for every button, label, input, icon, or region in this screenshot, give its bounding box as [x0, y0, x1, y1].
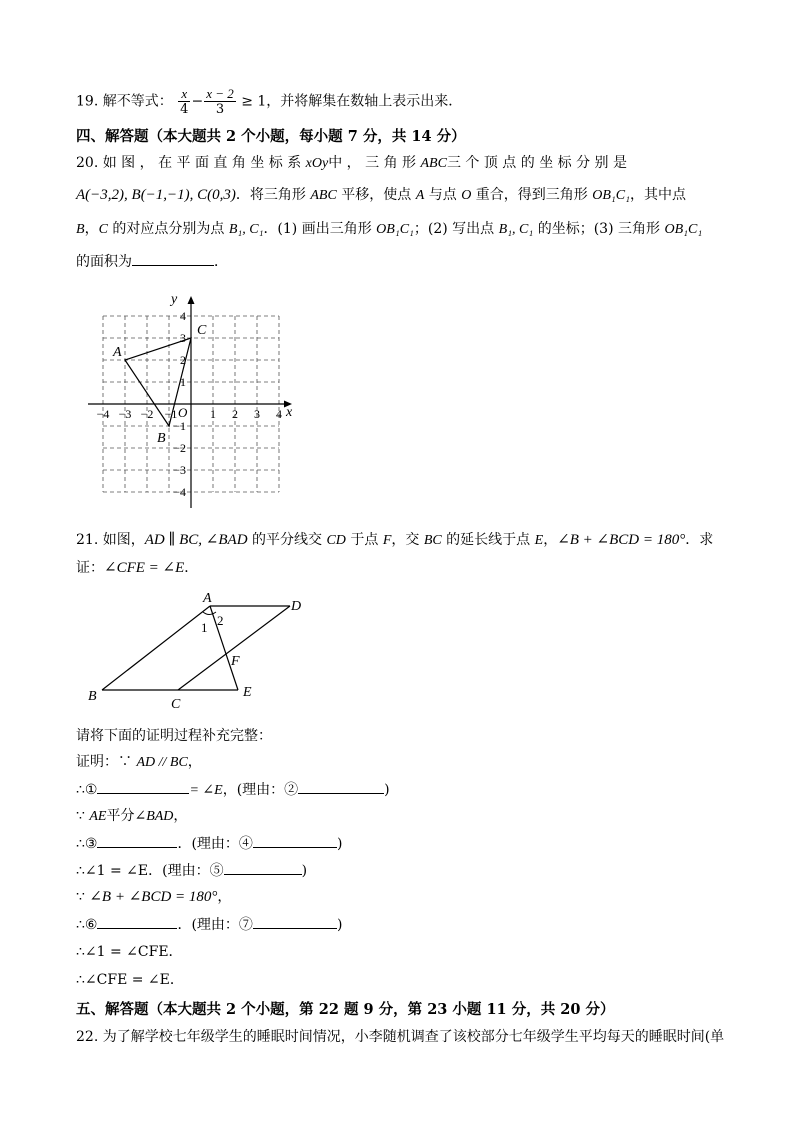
q19-minus: −	[191, 93, 204, 110]
proof-math: ∠BAD	[134, 809, 174, 824]
q21-text: 于点	[345, 532, 383, 548]
q21-line-1	[76, 530, 713, 551]
x-tick-label: 4	[276, 407, 282, 421]
q20-text: 中 ， 三 角 形	[328, 155, 421, 171]
x-tick-labels	[97, 407, 282, 421]
q20-text: ．	[214, 254, 228, 270]
proof-math: ∠B + ∠BCD = 180°	[89, 889, 218, 905]
q21-text: 证：	[76, 560, 104, 576]
q20-text: ．(1) 画出三角形	[263, 221, 377, 237]
vertex-c-label: C	[197, 323, 207, 338]
y-tick-label: −1	[173, 419, 186, 433]
q21-text: ，交	[391, 532, 424, 548]
proof-line-5	[76, 860, 307, 881]
parallelogram-figure	[85, 590, 325, 710]
point-b-label: B	[88, 689, 97, 704]
proof-text: ．(理由：④	[177, 836, 253, 852]
x-tick-label: −1	[164, 407, 178, 421]
angle-1-label: 1	[201, 620, 208, 635]
q20-point: A	[415, 188, 425, 203]
q20-points: B₁, C₁	[228, 222, 264, 237]
blank-1[interactable]	[97, 779, 189, 794]
y-tick-label: −2	[173, 441, 186, 455]
proof-text: ∴⑥	[76, 917, 98, 933]
x-tick-label: −4	[96, 407, 110, 421]
proof-text: 证明：∵	[76, 754, 137, 770]
q19-number: 19.	[76, 93, 99, 110]
x-tick-label: −3	[118, 407, 132, 421]
blank-3[interactable]	[97, 833, 177, 848]
frac2-denominator: 3	[215, 102, 225, 117]
q20-text: 与点	[424, 187, 462, 203]
q21-segment: BC	[423, 533, 442, 548]
y-tick-label: 1	[180, 375, 186, 389]
origin-label: O	[178, 405, 188, 420]
proof-line-9: ∴∠CFE = ∠E．	[76, 972, 184, 988]
x-tick-label: −2	[140, 407, 154, 421]
proof-text: ．(理由：⑦	[177, 917, 253, 933]
proof-text: ，	[217, 889, 232, 905]
proof-line-1	[76, 752, 202, 773]
section-5-title: 五、解答题（本大题共 2 个小题，第 22 题 9 分，第 23 小题 11 分，共 20 分）	[76, 1001, 615, 1018]
point-c-label: C	[171, 697, 181, 710]
q20-line-1	[76, 153, 627, 174]
q20-text: ，	[84, 221, 99, 237]
fraction-x-minus-2-over-3	[204, 86, 236, 117]
q20-coordinates: A(−3,2), B(−1,−1), C(0,3)	[76, 187, 236, 203]
y-tick-label: 2	[180, 353, 186, 367]
x-tick-label: 2	[232, 407, 238, 421]
proof-text: )	[301, 863, 308, 879]
angle-arc	[203, 612, 216, 615]
x-axis-label: x	[286, 405, 293, 420]
q21-line-2	[76, 558, 198, 578]
q21-text: ，	[543, 532, 558, 548]
q19-suffix: ，并将解集在数轴上表示出来．	[266, 93, 463, 110]
q21-equation: ∠B + ∠BCD = 180°	[557, 532, 686, 548]
q20-area-blank[interactable]	[132, 251, 214, 266]
proof-text: ∵	[76, 889, 90, 905]
angle-2-label: 2	[217, 613, 224, 628]
proof-line-3	[76, 806, 187, 827]
x-tick-label: 1	[210, 407, 216, 421]
y-axis-label: y	[171, 292, 178, 307]
proof-text: ∴③	[76, 836, 98, 852]
q21-point: E	[534, 533, 544, 548]
q20-xoy: xOy	[305, 156, 329, 171]
q21-goal: ∠CFE = ∠E	[104, 560, 185, 576]
fraction-x-over-4	[178, 86, 190, 117]
blank-5[interactable]	[224, 860, 302, 875]
y-tick-label: 4	[180, 309, 186, 323]
proof-text: ，(理由：②	[222, 782, 299, 798]
blank-4[interactable]	[253, 833, 337, 848]
proof-text: )	[336, 836, 343, 852]
q20-triangle: OB₁C₁	[664, 222, 703, 237]
q21-text: 21. 如图，	[76, 532, 145, 548]
q20-point: O	[461, 188, 472, 203]
q20-text: 三 个 顶 点 的 坐 标 分 别 是	[446, 155, 627, 171]
proof-text: ∴①	[76, 782, 98, 798]
q20-points: B₁, C₁	[498, 222, 534, 237]
q20-text: 的面积为	[76, 254, 132, 270]
q20-text: ．将三角形	[235, 187, 311, 203]
q21-condition: AD ∥ BC, ∠BAD	[144, 532, 248, 548]
q20-text: 20. 如 图 ， 在 平 面 直 角 坐 标 系	[76, 155, 306, 171]
q20-text: 重合，得到三角形	[471, 187, 593, 203]
proof-text: ∵	[76, 808, 90, 824]
q20-abc: ABC	[310, 188, 337, 203]
point-a-label: A	[203, 591, 212, 606]
q20-text: 的坐标；(3) 三角形	[533, 221, 665, 237]
proof-text: )	[384, 782, 390, 798]
y-axis-arrow	[188, 296, 195, 304]
y-tick-label: 3	[180, 331, 186, 345]
section-4-title: 四、解答题（本大题共 2 个小题，每小题 7 分，共 14 分）	[76, 128, 466, 145]
q20-text: ；(2) 写出点	[413, 221, 499, 237]
proof-math: AE	[89, 809, 107, 824]
q19-prefix: 解不等式：	[102, 93, 173, 110]
q20-line-3	[76, 219, 702, 240]
q22-line-1: 22. 为了解学校七年级学生的睡眠时间情况，小李随机调查了该校部分七年级学生平均每天的睡眠时间(单	[76, 1029, 725, 1045]
point-e-label: E	[243, 685, 252, 700]
q21-text: 的延长线于点	[441, 532, 535, 548]
proof-text: ，	[173, 808, 188, 824]
q20-text: ，其中点	[629, 187, 686, 203]
vertex-b-label: B	[157, 431, 166, 446]
frac2-numerator: x − 2	[206, 86, 234, 101]
q20-triangle: OB₁C₁	[592, 188, 630, 203]
q19-relation: ≥ 1	[241, 93, 267, 110]
proof-line-8: ∴∠1 = ∠CFE．	[76, 944, 183, 960]
q20-point: B	[76, 222, 85, 237]
blank-7[interactable]	[253, 914, 337, 929]
x-tick-label: 3	[254, 407, 260, 421]
blank-6[interactable]	[97, 914, 177, 929]
q20-point: C	[98, 222, 108, 237]
q21-point: F	[382, 533, 392, 548]
blank-2[interactable]	[298, 779, 384, 794]
q20-text: 的对应点分别为点	[107, 221, 229, 237]
proof-line-4	[76, 833, 342, 854]
y-tick-label: −3	[173, 463, 186, 477]
frac1-denominator: 4	[180, 102, 189, 117]
q20-abc: ABC	[420, 156, 447, 171]
proof-line-7	[76, 914, 342, 935]
proof-line-6	[76, 887, 231, 907]
proof-text: )	[336, 917, 343, 933]
q21-text: 的平分线交	[247, 532, 327, 548]
q21-text: ．求	[685, 532, 714, 548]
proof-math: = ∠E	[189, 783, 223, 798]
q20-triangle: OB₁C₁	[376, 222, 414, 237]
y-tick-label: −4	[173, 485, 186, 499]
q21-text: ．	[184, 560, 199, 576]
proof-text: ∴∠1 = ∠E．(理由：⑤	[76, 863, 224, 879]
proof-line-2	[76, 779, 390, 801]
proof-math: AD // BC	[136, 755, 188, 770]
vertex-a-label: A	[113, 345, 122, 360]
coordinate-grid-figure	[80, 290, 310, 512]
question-19	[76, 86, 462, 117]
point-d-label: D	[291, 599, 302, 614]
q20-line-4	[76, 251, 228, 272]
frac1-numerator: x	[178, 86, 190, 102]
proof-intro: 请将下面的证明过程补充完整：	[76, 728, 272, 744]
point-f-label: F	[231, 654, 240, 669]
q20-line-2	[76, 185, 686, 206]
proof-text: ，	[187, 754, 202, 770]
proof-text: 平分	[106, 808, 135, 824]
q21-segment: CD	[326, 533, 346, 548]
q20-text: 平移，使点	[336, 187, 416, 203]
